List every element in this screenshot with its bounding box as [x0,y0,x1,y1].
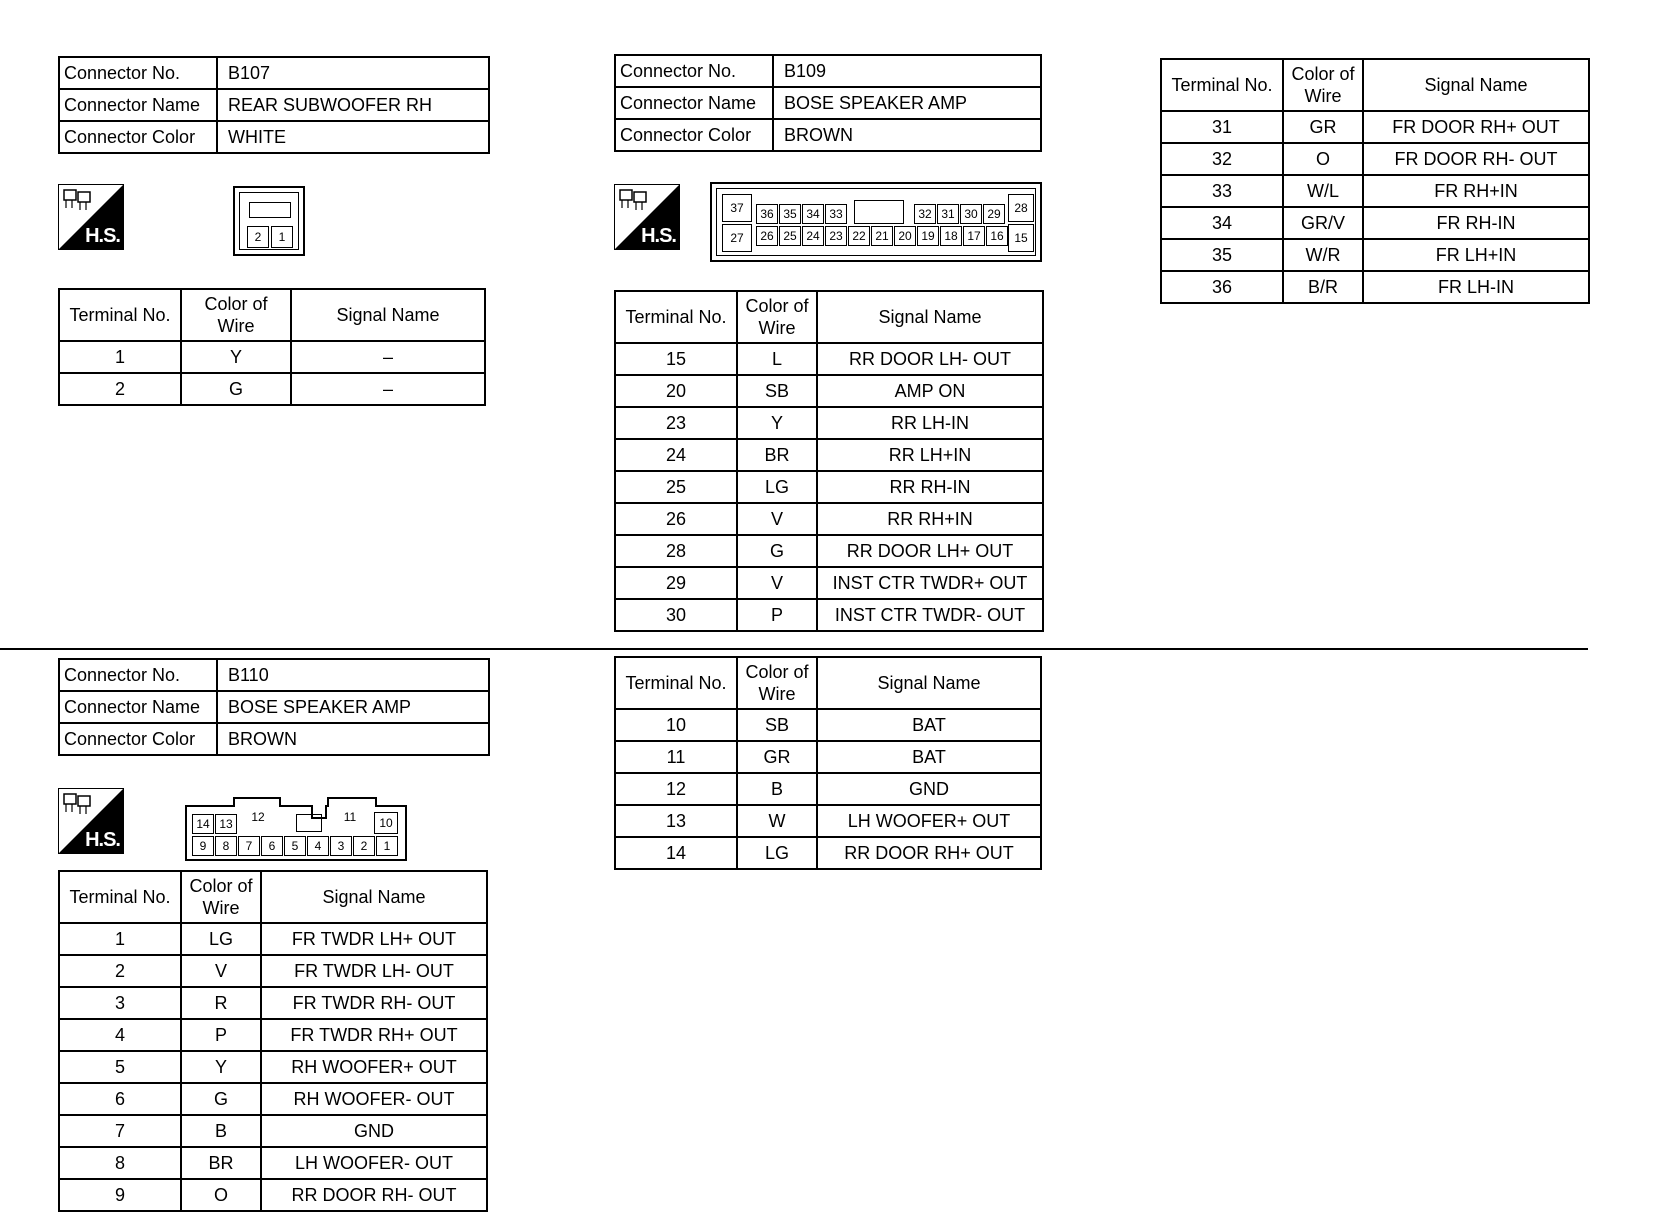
section-divider [0,648,1588,650]
connector-name-label: Connector Name [615,87,773,119]
b110-terminal-table-continued [614,656,1042,870]
terminal-no: 10 [615,709,737,741]
wire-color: O [1283,143,1363,175]
pin: 29 [983,204,1005,224]
key-slot [854,200,904,224]
pin: 31 [937,204,959,224]
table-row [59,1147,487,1179]
terminal-no: 13 [615,805,737,837]
connector-no-label: Connector No. [59,659,217,691]
pin: 1 [271,226,293,248]
table-row [1161,271,1589,303]
connector-color-label: Connector Color [59,723,217,755]
b107-connector-info [58,56,490,154]
connector-no-value: B109 [773,55,1041,87]
b109-terminal-table [614,290,1044,632]
signal-name: RH WOOFER+ OUT [261,1051,487,1083]
hs-label: H.S. [641,225,676,247]
header-signal-name: Signal Name [817,291,1043,343]
pin: 13 [215,814,237,834]
pin: 6 [261,836,283,856]
pin: 7 [238,836,260,856]
signal-name: FR TWDR LH- OUT [261,955,487,987]
signal-name: FR RH-IN [1363,207,1589,239]
pin: 35 [779,204,801,224]
harness-side-icon [614,184,680,250]
wire-color: B [181,1115,261,1147]
terminal-no: 28 [615,535,737,567]
wire-color: W [737,805,817,837]
pin: 23 [825,226,847,246]
connector-name-value: REAR SUBWOOFER RH [217,89,489,121]
wire-color: P [181,1019,261,1051]
terminal-no: 23 [615,407,737,439]
pin: 32 [914,204,936,224]
header-terminal-no: Terminal No. [1161,59,1283,111]
signal-name: GND [261,1115,487,1147]
wire-color: V [737,503,817,535]
wire-color: B/R [1283,271,1363,303]
pin: 33 [825,204,847,224]
pin: 3 [330,836,352,856]
pin: 5 [284,836,306,856]
signal-name: RR RH-IN [817,471,1043,503]
terminal-no: 30 [615,599,737,631]
terminal-no: 29 [615,567,737,599]
table-row [615,407,1043,439]
wire-color: G [181,373,291,405]
pin: 37 [722,194,752,222]
header-color-of-wire: Color of Wire [181,289,291,341]
pin: 27 [722,224,752,252]
pin: 4 [307,836,329,856]
terminal-no: 1 [59,923,181,955]
table-row [615,805,1041,837]
pin: 28 [1008,194,1034,222]
wire-color: SB [737,709,817,741]
table-row [615,567,1043,599]
terminal-no: 2 [59,955,181,987]
connector-name-label: Connector Name [59,691,217,723]
pin: 30 [960,204,982,224]
terminal-no: 31 [1161,111,1283,143]
terminal-no: 35 [1161,239,1283,271]
table-row [615,837,1041,869]
terminal-no: 8 [59,1147,181,1179]
pin: 14 [192,814,214,834]
signal-name: – [291,341,485,373]
header-terminal-no: Terminal No. [59,289,181,341]
wire-color: Y [737,407,817,439]
wire-color: V [737,567,817,599]
signal-name: GND [817,773,1041,805]
signal-name: RR DOOR RH- OUT [261,1179,487,1211]
header-color-of-wire: Color of Wire [181,871,261,923]
terminal-no: 36 [1161,271,1283,303]
table-row [615,503,1043,535]
terminal-no: 5 [59,1051,181,1083]
table-row [615,535,1043,567]
pin: 2 [353,836,375,856]
pin: 24 [802,226,824,246]
connector-no-label: Connector No. [615,55,773,87]
pin: 11 [343,810,357,824]
b109-terminal-table-continued [1160,58,1590,304]
terminal-no: 1 [59,341,181,373]
connector-name-value: BOSE SPEAKER AMP [217,691,489,723]
terminal-no: 33 [1161,175,1283,207]
terminal-no: 4 [59,1019,181,1051]
signal-name: RR LH-IN [817,407,1043,439]
terminal-no: 12 [615,773,737,805]
header-signal-name: Signal Name [1363,59,1589,111]
header-color-of-wire: Color of Wire [737,291,817,343]
table-row [1161,175,1589,207]
signal-name: BAT [817,741,1041,773]
table-row [615,471,1043,503]
pin: 10 [374,812,398,834]
terminal-no: 11 [615,741,737,773]
b107-connector-face [233,186,305,256]
connector-no-value: B110 [217,659,489,691]
connector-color-label: Connector Color [59,121,217,153]
connector-color-value: BROWN [217,723,489,755]
pin: 22 [848,226,870,246]
connector-no-value: B107 [217,57,489,89]
connector-name-value: BOSE SPEAKER AMP [773,87,1041,119]
wire-color: O [181,1179,261,1211]
wire-color: LG [737,837,817,869]
terminal-no: 24 [615,439,737,471]
table-row [59,1115,487,1147]
terminal-no: 3 [59,987,181,1019]
signal-name: RR DOOR RH+ OUT [817,837,1041,869]
pin: 25 [779,226,801,246]
table-row [59,987,487,1019]
table-row [615,709,1041,741]
signal-name: RH WOOFER- OUT [261,1083,487,1115]
table-row [59,1083,487,1115]
connector-color-value: WHITE [217,121,489,153]
wire-color: G [737,535,817,567]
signal-name: AMP ON [817,375,1043,407]
table-row [59,341,485,373]
signal-name: LH WOOFER- OUT [261,1147,487,1179]
b110-terminal-table [58,870,488,1212]
connector-color-label: Connector Color [615,119,773,151]
wire-color: W/R [1283,239,1363,271]
wire-color: L [737,343,817,375]
terminal-no: 6 [59,1083,181,1115]
pin: 2 [247,226,269,248]
pin: 36 [756,204,778,224]
wire-color: R [181,987,261,1019]
hs-label: H.S. [85,829,120,851]
signal-name: FR LH+IN [1363,239,1589,271]
wire-color: Y [181,1051,261,1083]
pin: 1 [376,836,398,856]
signal-name: BAT [817,709,1041,741]
signal-name: FR LH-IN [1363,271,1589,303]
header-color-of-wire: Color of Wire [1283,59,1363,111]
terminal-no: 15 [615,343,737,375]
b109-connector-info [614,54,1042,152]
signal-name: FR DOOR RH+ OUT [1363,111,1589,143]
wire-color: BR [181,1147,261,1179]
b110-connector-face [184,796,408,862]
terminal-no: 20 [615,375,737,407]
signal-name: INST CTR TWDR- OUT [817,599,1043,631]
wire-color: P [737,599,817,631]
table-row [615,375,1043,407]
terminal-no: 32 [1161,143,1283,175]
harness-side-icon [58,788,124,854]
pin: 9 [192,836,214,856]
wire-color: W/L [1283,175,1363,207]
b107-terminal-table [58,288,486,406]
table-row [59,1179,487,1211]
table-row [615,741,1041,773]
pin: 12 [251,810,265,824]
header-terminal-no: Terminal No. [615,291,737,343]
terminal-no: 25 [615,471,737,503]
signal-name: FR TWDR RH- OUT [261,987,487,1019]
harness-side-icon [58,184,124,250]
pin: 34 [802,204,824,224]
header-color-of-wire: Color of Wire [737,657,817,709]
connector-no-label: Connector No. [59,57,217,89]
wire-color: G [181,1083,261,1115]
wire-color: BR [737,439,817,471]
table-row [59,1019,487,1051]
terminal-no: 2 [59,373,181,405]
table-row [1161,207,1589,239]
header-signal-name: Signal Name [261,871,487,923]
b109-connector-face [710,182,1042,262]
wire-color: SB [737,375,817,407]
terminal-no: 14 [615,837,737,869]
terminal-no: 7 [59,1115,181,1147]
table-row [59,373,485,405]
table-row [1161,111,1589,143]
connector-color-value: BROWN [773,119,1041,151]
wire-color: V [181,955,261,987]
table-row [615,343,1043,375]
header-signal-name: Signal Name [291,289,485,341]
table-row [1161,143,1589,175]
hs-label: H.S. [85,225,120,247]
header-terminal-no: Terminal No. [59,871,181,923]
pin: 26 [756,226,778,246]
wire-color: GR [1283,111,1363,143]
key-slot [296,814,322,832]
pin: 18 [940,226,962,246]
signal-name: FR DOOR RH- OUT [1363,143,1589,175]
wire-color: GR/V [1283,207,1363,239]
table-row [615,599,1043,631]
table-row [59,1051,487,1083]
signal-name: LH WOOFER+ OUT [817,805,1041,837]
signal-name: RR LH+IN [817,439,1043,471]
table-row [1161,239,1589,271]
pin: 17 [963,226,985,246]
signal-name: RR DOOR LH- OUT [817,343,1043,375]
wire-color: GR [737,741,817,773]
connector-name-label: Connector Name [59,89,217,121]
signal-name: FR TWDR LH+ OUT [261,923,487,955]
pin: 16 [986,226,1008,246]
table-row [615,439,1043,471]
wire-color: B [737,773,817,805]
header-signal-name: Signal Name [817,657,1041,709]
pin: 19 [917,226,939,246]
terminal-no: 26 [615,503,737,535]
wire-color: Y [181,341,291,373]
signal-name: FR RH+IN [1363,175,1589,207]
pin: 8 [215,836,237,856]
table-row [615,773,1041,805]
signal-name: INST CTR TWDR+ OUT [817,567,1043,599]
signal-name: RR DOOR LH+ OUT [817,535,1043,567]
table-row [59,923,487,955]
wire-color: LG [181,923,261,955]
b110-connector-info [58,658,490,756]
terminal-no: 9 [59,1179,181,1211]
pin: 20 [894,226,916,246]
signal-name: RR RH+IN [817,503,1043,535]
pin: 15 [1008,224,1034,252]
pin: 21 [871,226,893,246]
signal-name: – [291,373,485,405]
table-row [59,955,487,987]
terminal-no: 34 [1161,207,1283,239]
wire-color: LG [737,471,817,503]
header-terminal-no: Terminal No. [615,657,737,709]
signal-name: FR TWDR RH+ OUT [261,1019,487,1051]
